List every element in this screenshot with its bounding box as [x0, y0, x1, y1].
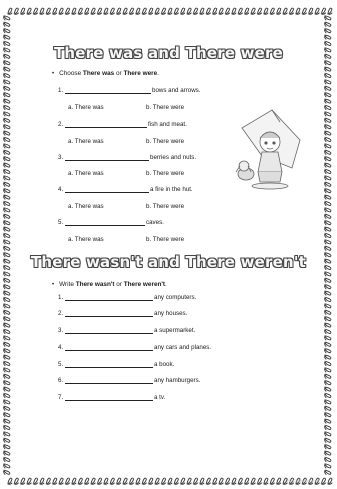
instruction-1: • Choose There was or There were.: [52, 70, 159, 77]
bullet: •: [52, 281, 55, 288]
answer-blank[interactable]: [65, 327, 153, 334]
option-a[interactable]: a. There was: [68, 138, 104, 145]
question-4: 4. a fire in the hut.: [58, 186, 193, 193]
option-b[interactable]: b. There were: [146, 236, 185, 243]
options-2: [68, 138, 184, 145]
sentence-5: 5. a book.: [58, 361, 175, 368]
sentence-7: 7. a tv.: [58, 394, 166, 401]
title-there-was-there-were: There was and There were: [53, 44, 284, 62]
options-3: [68, 170, 184, 177]
question-2: 2. fish and meat.: [58, 121, 187, 128]
title-there-wasnt-there-werent: There wasn't and There weren't: [30, 253, 307, 271]
option-b[interactable]: b. There were: [146, 138, 185, 145]
sentence-2: 2. any houses.: [58, 310, 188, 317]
boy-with-puppy-illustration: [232, 108, 304, 190]
answer-blank[interactable]: [65, 310, 153, 317]
question-1: 1. bows and arrows.: [58, 87, 201, 94]
option-a[interactable]: a. There was: [68, 203, 104, 210]
options-4: [68, 203, 184, 210]
watermark-footer: iSLCollective.com: [287, 478, 319, 483]
options-1: [68, 104, 184, 111]
answer-blank[interactable]: [65, 219, 145, 226]
answer-blank[interactable]: [65, 154, 149, 161]
instruction-2: • Write There wasn't or There weren't.: [52, 281, 167, 288]
options-5: [68, 236, 184, 243]
answer-blank[interactable]: [65, 294, 153, 301]
sentence-6: 6. any hamburgers.: [58, 377, 201, 384]
question-3: 3. berries and nuts.: [58, 154, 197, 161]
sentence-3: 3. a supermarket.: [58, 327, 196, 334]
option-b[interactable]: b. There were: [146, 104, 185, 111]
option-a[interactable]: a. There was: [68, 236, 104, 243]
answer-blank[interactable]: [65, 361, 153, 368]
sentence-1: 1. any computers.: [58, 294, 197, 301]
option-a[interactable]: a. There was: [68, 104, 104, 111]
answer-blank[interactable]: [65, 394, 153, 401]
answer-blank[interactable]: [65, 344, 153, 351]
answer-blank[interactable]: [65, 87, 151, 94]
answer-blank[interactable]: [65, 186, 149, 193]
option-b[interactable]: b. There were: [146, 170, 185, 177]
option-b[interactable]: b. There were: [146, 203, 185, 210]
answer-blank[interactable]: [65, 377, 153, 384]
bullet: •: [52, 70, 55, 77]
answer-blank[interactable]: [65, 121, 147, 128]
sentence-4: 4. any cars and planes.: [58, 344, 212, 351]
question-5: 5. caves.: [58, 219, 164, 226]
option-a[interactable]: a. There was: [68, 170, 104, 177]
